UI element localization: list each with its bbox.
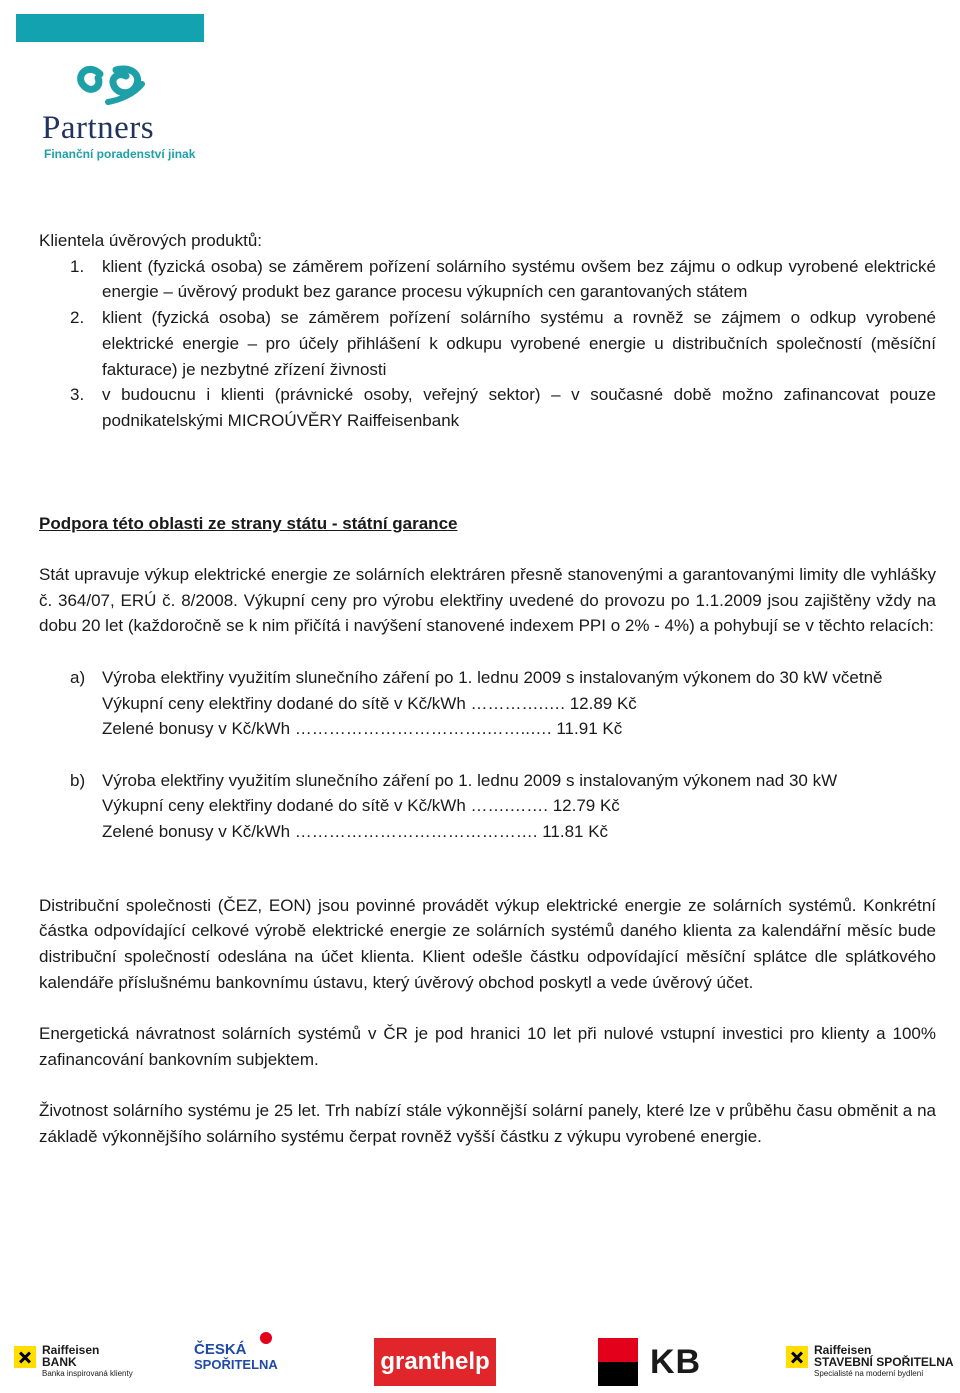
list-item-text: klient (fyzická osoba) se záměrem pořízení solárního systému ovšem bez zájmu o odkup vyrobené elektrické energie – úvěrový produkt bez garance procesu výkupních cen garantovaných státem: [102, 256, 936, 302]
list-number: 3.: [70, 385, 85, 405]
tariff-b-label: b): [70, 770, 86, 790]
state-support-intro: Stát upravuje výkup elektrické energie ze solárních elektráren přesně stanovenými a garantovanými limity dle vyhlášky č. 364/07, ERÚ č. 8/2008. Výkupní ceny pro výrobu elektřiny uvedené do provozu po 1.1.2009 jsou zajištěny vždy na dobu 20 let (každoročně se k nim přičítá i navýšení stanovené indexem PPI o 2% - 4%) a pohybují se v těchto relacích:: [39, 565, 936, 636]
tariff-b: [39, 768, 936, 845]
tariff-b-green-bonus: Zelené bonusy v Kč/kWh ……………………………………. 11.81 Kč: [102, 822, 609, 842]
logo-wordmark: Partners: [42, 110, 155, 146]
cs-red-dot-icon: [260, 1332, 272, 1344]
tariff-a: [39, 665, 936, 742]
kb-black-block-icon: [598, 1362, 638, 1386]
rss-tagline: Specialisté na moderní bydlení: [814, 1369, 924, 1378]
tariff-b-description: Výroba elektřiny využitím slunečního záření po 1. lednu 2009 s instalovaným výkonem nad 30 kW: [102, 770, 838, 790]
logo-tagline: Finanční poradenství jinak: [44, 147, 196, 161]
rb-tagline: Banka inspirovaná klienty: [42, 1369, 133, 1378]
raiffeisen-stavebni-logo: [786, 1343, 954, 1378]
rss-name: Raiffeisen: [814, 1343, 872, 1357]
rb-bank: BANK: [42, 1355, 77, 1369]
list-item: [39, 254, 936, 305]
ceska-sporitelna-logo: [194, 1342, 278, 1372]
list-item: [39, 382, 936, 433]
tariff-b-purchase-price: Výkupní ceny elektřiny dodané do sítě v Kč/kWh …….……. 12.79 Kč: [102, 796, 620, 816]
tariff-a-label: a): [70, 667, 86, 687]
list-number: 2.: [70, 308, 85, 328]
document-body: [39, 228, 936, 1150]
paragraph-distribution: Distribuční společnosti (ČEZ, EON) jsou povinné provádět výkup elektrické energie ze solárních systémů. Konkrétní částka odpovídající celkové výrobě elektrické energie ze solárních systémů daného klienta za kalendářní měsíc bude distribuční společností odeslána na účet klienta. Klient odešle částku odpovídající měsíční splátce dle splátkového kalendáře příslušnému bankovnímu ústavu, který úvěrový obchod poskytl a vede úvěrový účet.: [39, 895, 936, 992]
cs-line1: ČESKÁ: [194, 1341, 247, 1358]
rb-name: Raiffeisen: [42, 1343, 100, 1357]
partner-logos-footer: [0, 1328, 960, 1393]
raiffeisen-bank-logo: [14, 1343, 133, 1378]
tariff-a-description: Výroba elektřiny využitím slunečního záření po 1. lednu 2009 s instalovaným výkonem do 30 kW včetně: [102, 667, 883, 687]
list-item: [39, 305, 936, 382]
section-title-clients: Klientela úvěrových produktů:: [39, 231, 263, 250]
kb-text: KB: [650, 1343, 702, 1381]
cs-line2: SPOŘITELNA: [194, 1357, 278, 1372]
list-item-text: klient (fyzická osoba) se záměrem pořízení solárního systému a rovněž se zájmem o odkup vyrobené elektrické energie – pro účely přihlášení k odkupu vyrobené energie u distribučních společností (měsíční fakturace) je nezbytné zřízení živnosti: [102, 308, 936, 379]
section-title-state-support: Podpora této oblasti ze strany státu - státní garance: [39, 513, 458, 533]
granthelp-logo: [374, 1338, 496, 1386]
tariff-a-green-bonus: Zelené bonusy v Kč/kWh …………………………….……..…. 11.91 Kč: [102, 719, 623, 739]
tariff-a-purchase-price: Výkupní ceny elektřiny dodané do sítě v Kč/kWh ………….…. 12.89 Kč: [102, 693, 637, 713]
client-list: [39, 254, 936, 434]
raiffeisen-cross-icon: [786, 1346, 808, 1368]
raiffeisen-cross-icon: [14, 1346, 36, 1368]
paragraph-lifetime: Životnost solárního systému je 25 let. Trh nabízí stále výkonnější solární panely, které lze v průběhu času obměnit a na základě výkonnějšího solárního systému čerpat rovněž vyšší částku z výkupu vyrobené energie.: [39, 1101, 936, 1147]
paragraph-payback: Energetická návratnost solárních systémů v ČR je pod hranici 10 let při nulové vstupní investici pro klienty a 100% zafinancování bankovním subjektem.: [39, 1024, 936, 1069]
granthelp-text: granthelp: [380, 1348, 490, 1375]
rss-line2: STAVEBNÍ SPOŘITELNA: [814, 1355, 954, 1369]
list-item-text: v budoucnu i klienti (právnické osoby, veřejný sektor) – v současné době možno zafinancovat pouze podnikatelskými MICROÚVĚRY Raiffeisenbank: [102, 385, 936, 430]
header-accent-bar: [16, 14, 204, 42]
kb-red-block-icon: [598, 1338, 638, 1362]
list-number: 1.: [70, 256, 85, 276]
